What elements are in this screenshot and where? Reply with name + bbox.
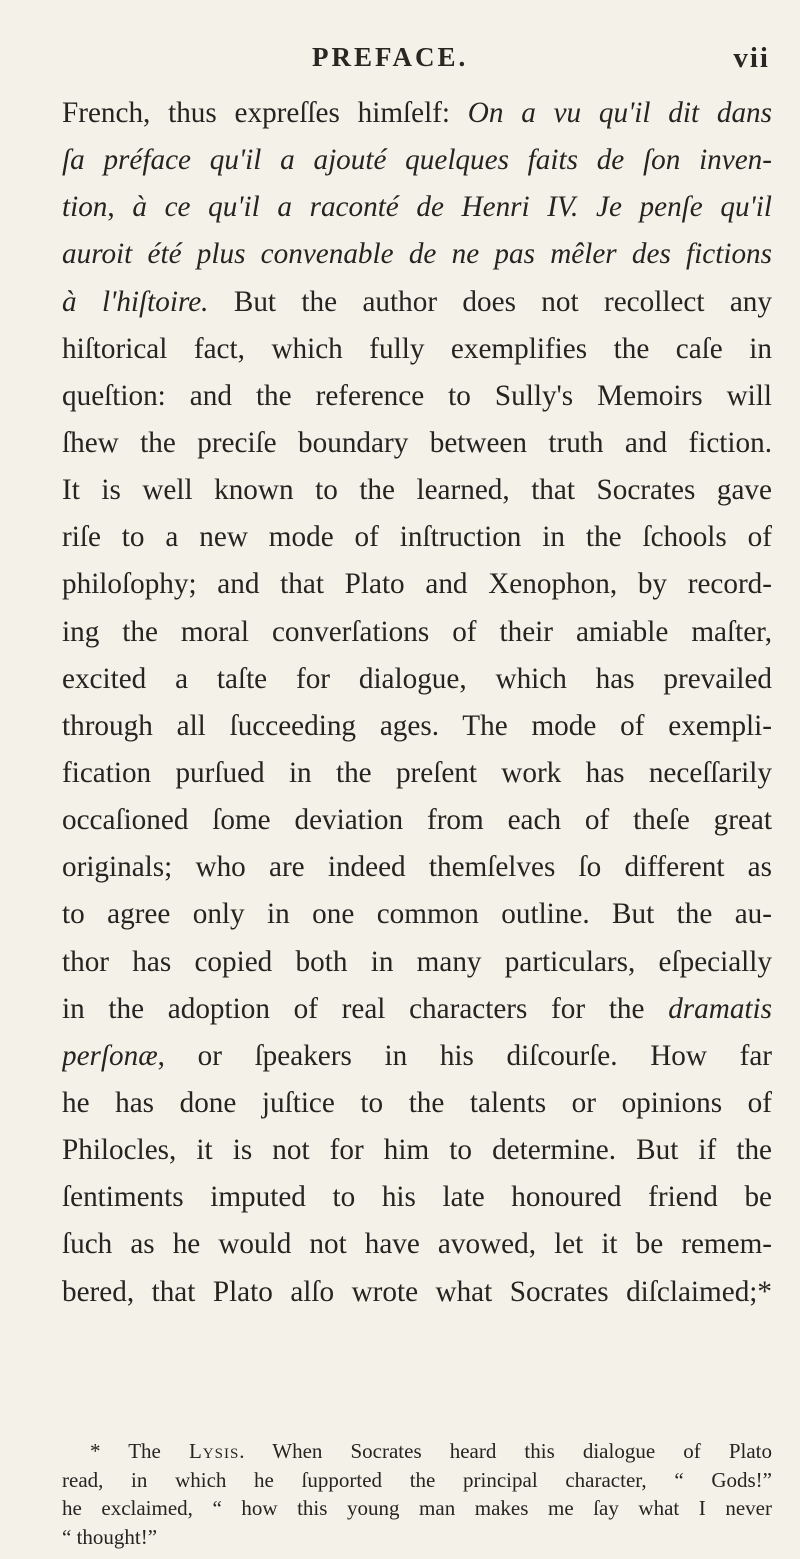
body-line	[62, 514, 772, 561]
body-text	[62, 90, 772, 1316]
body-line	[62, 844, 772, 891]
body-text-run: originals; who are indeed themſelves ſo different as	[62, 851, 772, 884]
body-line	[62, 420, 772, 467]
body-text-run: ,	[107, 191, 133, 224]
body-text-run: occaſioned ſome deviation from each of theſe great	[62, 804, 772, 837]
body-line	[62, 561, 772, 608]
body-line	[62, 1269, 772, 1316]
footnote-text-run: * The	[90, 1439, 189, 1463]
body-text-run: riſe to a new mode of inſtruction in the ſchools of	[62, 521, 772, 554]
body-text-run: in the adoption of real characters for the	[62, 992, 669, 1025]
running-title: PREFACE.	[312, 42, 469, 72]
body-line	[62, 326, 772, 373]
body-text-run: à l'hiſtoire.	[62, 285, 209, 318]
body-line	[62, 939, 772, 986]
body-text-run: excited a taſte for dialogue, which has prevailed	[62, 662, 772, 695]
footnote-text-run: “ thought!”	[62, 1524, 158, 1549]
body-line	[62, 656, 772, 703]
body-line	[62, 1080, 772, 1127]
body-text-run: But the author does not recollect any	[208, 285, 772, 318]
body-text-run: ing the moral converſations of their amiable maſter,	[62, 615, 772, 648]
body-line	[62, 891, 772, 938]
body-line	[62, 467, 772, 514]
body-text-run: à ce qu'il a raconté de Henri IV. Je penſe qu'il	[132, 191, 772, 224]
body-text-run: philoſophy; and that Plato and Xenophon, by record-	[62, 568, 772, 601]
footnote-text-run: . When Socrates heard this dialogue of Plato	[239, 1439, 772, 1463]
body-line	[62, 609, 772, 656]
body-line	[62, 1033, 772, 1080]
body-line	[62, 703, 772, 750]
body-line	[62, 90, 772, 137]
footnote-line	[62, 1466, 772, 1495]
body-text-run: fication purſued in the preſent work has neceſſarily	[62, 756, 772, 789]
body-text-run: he has done juſtice to the talents or opinions of	[62, 1086, 772, 1119]
body-text-run: dramatis	[668, 992, 772, 1025]
body-text-run: On a vu qu'il dit dans	[467, 97, 772, 129]
footnote-line	[62, 1523, 772, 1552]
body-text-run: , or ſpeakers in his diſcourſe. How far	[157, 1039, 772, 1072]
body-text-run: auroit été plus convenable de ne pas mêler des fictions	[62, 238, 772, 271]
body-text-run: Philocles, it is not for him to determine. But if the	[62, 1134, 772, 1167]
body-line	[62, 1221, 772, 1268]
body-line	[62, 137, 772, 184]
body-line	[62, 373, 772, 420]
body-text-run: French, thus expreſſes himſelf:	[62, 97, 468, 129]
page-number: vii	[733, 42, 770, 74]
body-line	[62, 279, 772, 326]
body-text-run: ſhew the preciſe boundary between truth and fiction.	[62, 426, 772, 459]
body-line	[62, 797, 772, 844]
body-text-run: through all ſucceeding ages. The mode of exempli-	[62, 709, 772, 742]
footnote-text-run: he exclaimed, “ how this young man makes me ſay what I never	[62, 1496, 772, 1521]
footnote	[62, 1437, 772, 1551]
body-text-run: ſuch as he would not have avowed, let it be remem-	[62, 1228, 772, 1261]
body-line	[62, 184, 772, 231]
body-line	[62, 750, 772, 797]
body-text-run: bered, that Plato alſo wrote what Socrates diſclaimed;*	[62, 1275, 772, 1308]
body-line	[62, 1127, 772, 1174]
body-text-run: ſentiments imputed to his late honoured friend be	[62, 1181, 772, 1214]
body-line	[62, 1174, 772, 1221]
body-text-run: tion	[62, 191, 108, 224]
body-text-run: to agree only in one common outline. But the au-	[62, 898, 772, 931]
body-text-run: hiſtorical fact, which fully exemplifies the caſe in	[62, 332, 772, 365]
footnote-text-run: Lysis	[188, 1439, 240, 1463]
body-text-run: perſonæ	[62, 1039, 158, 1072]
footnote-line	[62, 1437, 772, 1466]
footnote-line	[62, 1494, 772, 1523]
body-text-run: It is well known to the learned, that Socrates gave	[62, 474, 772, 507]
body-text-run: thor has copied both in many particulars, eſpecially	[62, 945, 772, 978]
footnote-text-run: read, in which he ſupported the principal character, “ Gods!”	[62, 1467, 772, 1492]
body-line	[62, 986, 772, 1033]
body-text-run: ſa préface qu'il a ajouté quelques faits de ſon inven-	[62, 144, 772, 177]
body-text-run: queſtion: and the reference to Sully's Memoirs will	[62, 379, 772, 412]
body-line	[62, 231, 772, 278]
running-head	[60, 42, 770, 82]
